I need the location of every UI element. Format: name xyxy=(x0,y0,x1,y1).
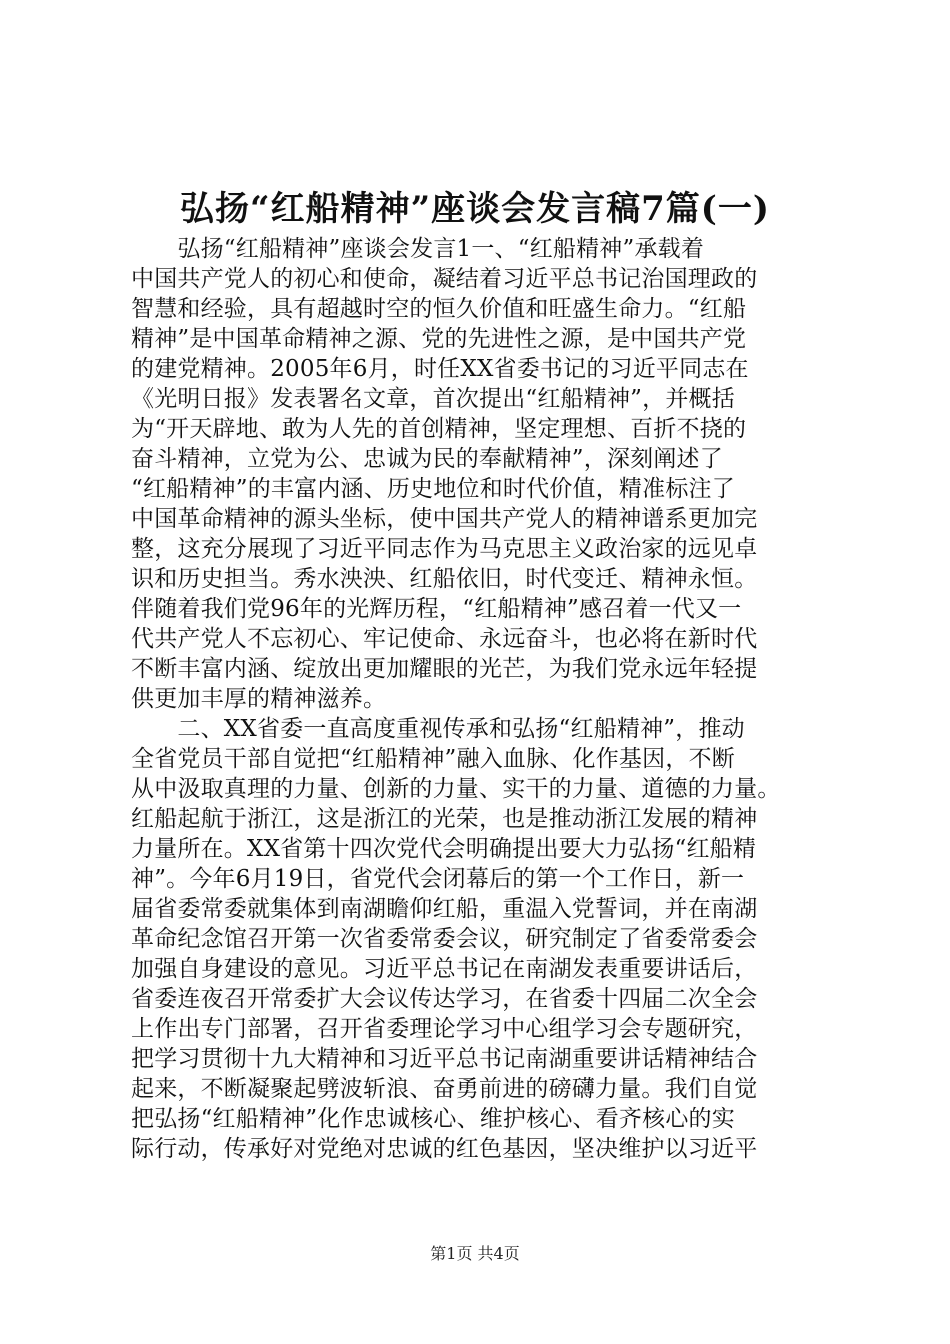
body-line: 把弘扬“红船精神”化作忠诚核心、维护核心、看齐核心的实 xyxy=(131,1106,735,1132)
body-line: 代共产党人不忘初心、牢记使命、永远奋斗，也必将在新时代 xyxy=(131,626,758,652)
body-line: 智慧和经验，具有超越时空的恒久价值和旺盛生命力。“红船 xyxy=(131,296,747,322)
body-line: 中国革命精神的源头坐标，使中国共产党人的精神谱系更加完 xyxy=(131,506,758,532)
body-line: 中国共产党人的初心和使命，凝结着习近平总书记治国理政的 xyxy=(131,266,758,292)
body-line: 精神”是中国革命精神之源、党的先进性之源，是中国共产党 xyxy=(131,326,747,352)
body-line: 供更加丰厚的精神滋养。 xyxy=(131,686,387,712)
body-line: 从中汲取真理的力量、创新的力量、实干的力量、道德的力量。 xyxy=(131,776,781,802)
body-line: 《光明日报》发表署名文章，首次提出“红船精神”，并概括 xyxy=(131,386,735,412)
document-body xyxy=(131,234,831,1164)
page-number-footer: 第1页 共4页 xyxy=(430,1244,520,1263)
body-line: “红船精神”的丰富内涵、历史地位和时代价值，精准标注了 xyxy=(131,476,735,502)
body-line: 力量所在。XX省第十四次党代会明确提出要大力弘扬“红船精 xyxy=(131,836,757,862)
body-line: 红船起航于浙江，这是浙江的光荣，也是推动浙江发展的精神 xyxy=(131,806,758,832)
body-line: 识和历史担当。秀水泱泱、红船依旧，时代变迁、精神永恒。 xyxy=(131,566,758,592)
body-line: 伴随着我们党96年的光辉历程，“红船精神”感召着一代又一 xyxy=(131,596,742,622)
body-line: 把学习贯彻十九大精神和习近平总书记南湖重要讲话精神结合 xyxy=(131,1046,758,1072)
body-line: 省委连夜召开常委扩大会议传达学习，在省委十四届二次全会 xyxy=(131,986,758,1012)
body-line: 为“开天辟地、敢为人先的首创精神，坚定理想、百折不挠的 xyxy=(131,416,747,442)
body-line: 的建党精神。2005年6月，时任XX省委书记的习近平同志在 xyxy=(131,356,749,382)
body-line: 整，这充分展现了习近平同志作为马克思主义政治家的远见卓 xyxy=(131,536,758,562)
body-line: 奋斗精神，立党为公、忠诚为民的奉献精神”，深刻阐述了 xyxy=(131,446,723,472)
body-line: 二、XX省委一直高度重视传承和弘扬“红船精神”，推动 xyxy=(131,716,745,742)
body-line: 加强自身建设的意见。习近平总书记在南湖发表重要讲话后， xyxy=(131,956,758,982)
body-line: 上作出专门部署，召开省委理论学习中心组学习会专题研究， xyxy=(131,1016,758,1042)
body-line: 起来，不断凝聚起劈波斩浪、奋勇前进的磅礴力量。我们自觉 xyxy=(131,1076,758,1102)
body-line: 际行动，传承好对党绝对忠诚的红色基因，坚决维护以习近平 xyxy=(131,1136,758,1162)
body-line: 届省委常委就集体到南湖瞻仰红船，重温入党誓词，并在南湖 xyxy=(131,896,758,922)
body-line: 革命纪念馆召开第一次省委常委会议，研究制定了省委常委会 xyxy=(131,926,758,952)
body-line: 弘扬“红船精神”座谈会发言1一、“红船精神”承载着 xyxy=(131,236,705,262)
document-title: 弘扬“红船精神”座谈会发言稿7篇(一) xyxy=(180,189,770,229)
body-line: 全省党员干部自觉把“红船精神”融入血脉、化作基因，不断 xyxy=(131,746,735,772)
body-line: 神”。今年6月19日，省党代会闭幕后的第一个工作日，新一 xyxy=(131,866,745,892)
body-line: 不断丰富内涵、绽放出更加耀眼的光芒，为我们党永远年轻提 xyxy=(131,656,758,682)
